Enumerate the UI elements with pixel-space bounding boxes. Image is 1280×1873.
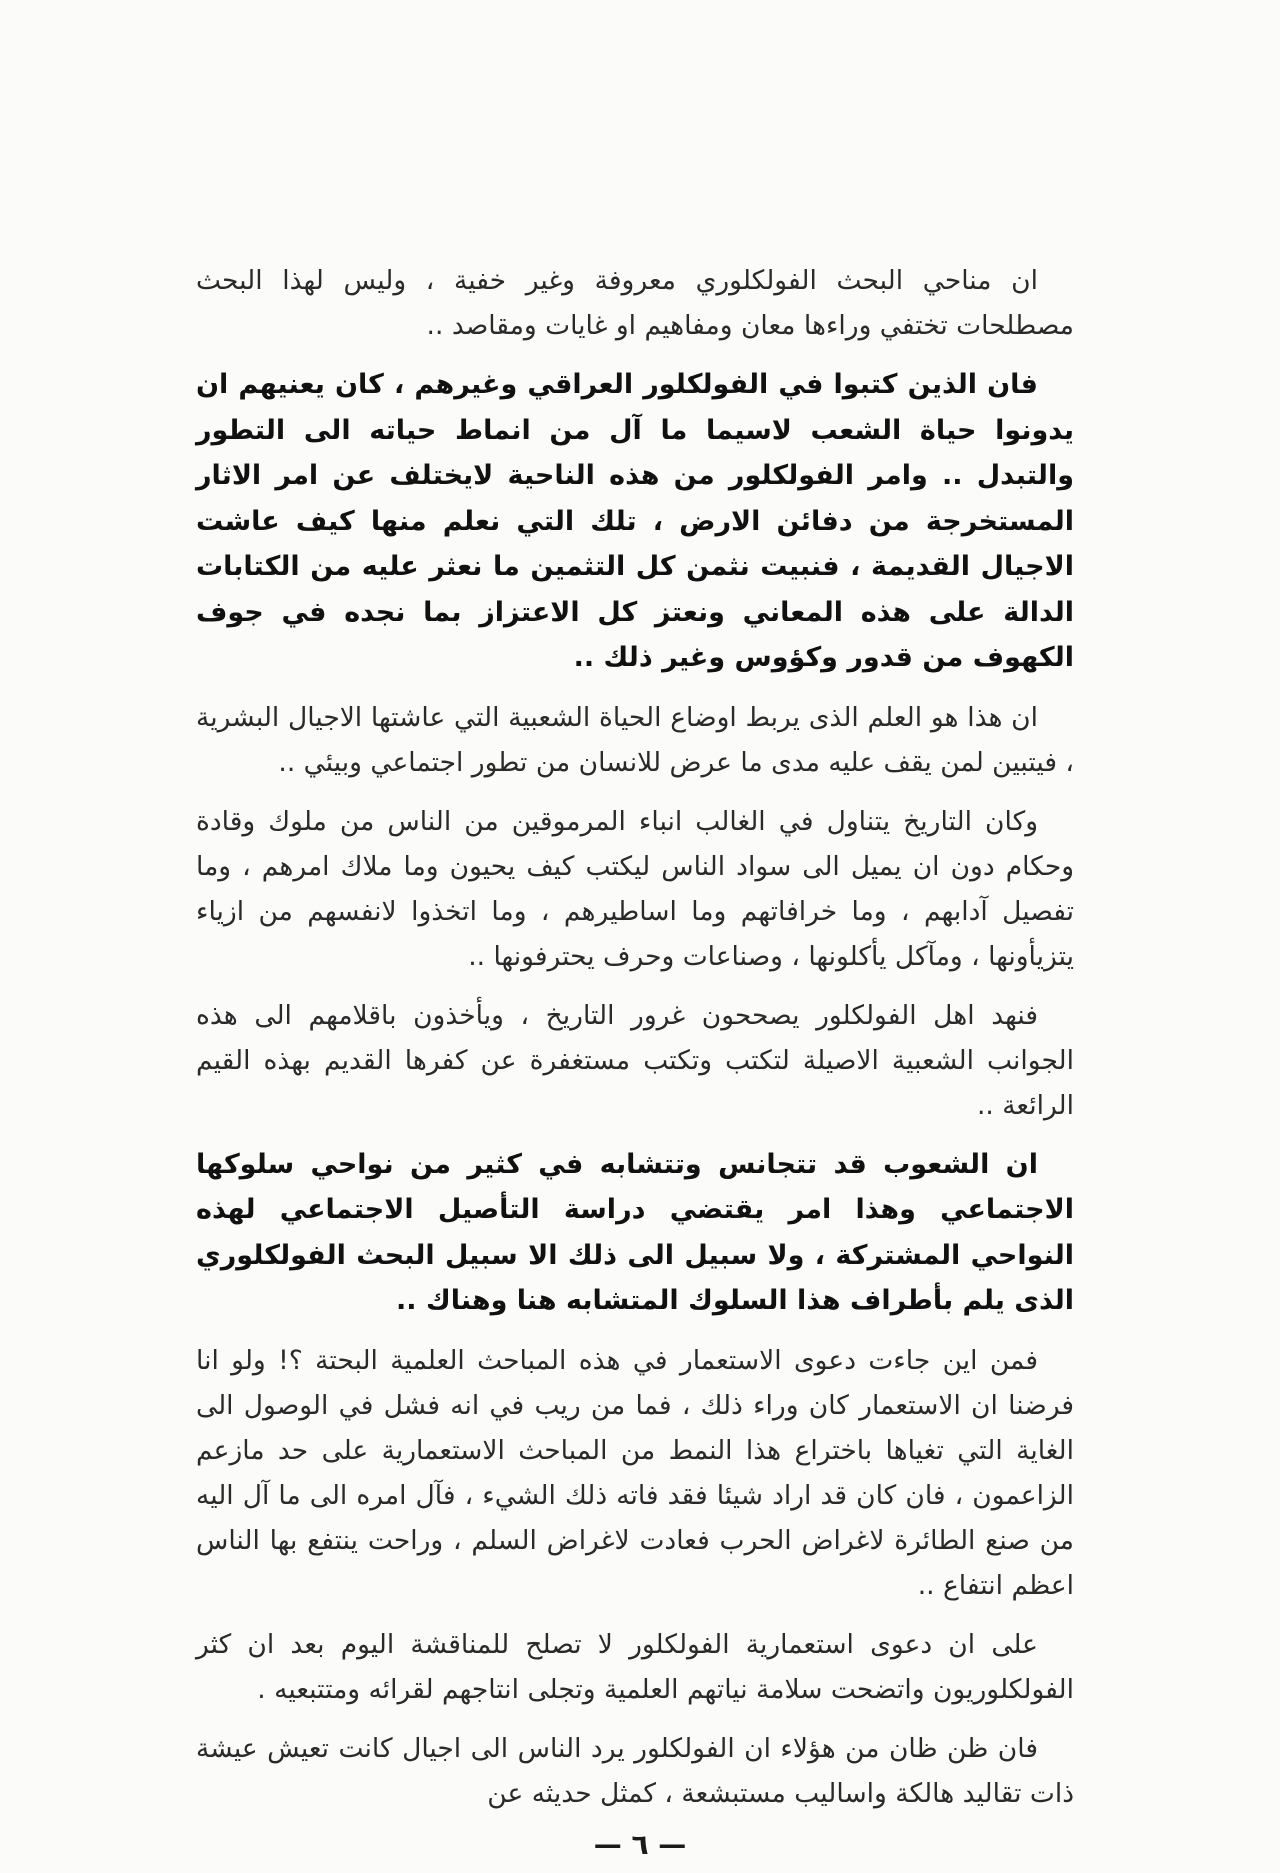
paragraph-8: على ان دعوى استعمارية الفولكلور لا تصلح للمناقشة اليوم بعد ان كثر الفولكلوريون واتضحت سلامة نياتهم العلمية وتجلى انتاجهم لقرائه ومتتبعيه . bbox=[196, 1628, 1074, 1705]
paragraph-9: فان ظن ظان من هؤلاء ان الفولكلور يرد الناس الى اجيال كانت تعيش عيشة ذات تقاليد هالكة واساليب مستبشعة ، كمثل حديثه عن bbox=[196, 1732, 1074, 1809]
page-number: — ٦ — bbox=[593, 1828, 687, 1861]
page-body-text bbox=[196, 258, 1074, 1830]
paragraph-5: فنهد اهل الفولكلور يصححون غرور التاريخ ، ويأخذون باقلامهم الى هذه الجوانب الشعبية الاصيلة لتكتب وتكتب مستغفرة عن كفرها القديم بهذه القيم الرائعة .. bbox=[196, 999, 1074, 1121]
paragraph-3: ان هذا هو العلم الذى يربط اوضاع الحياة الشعبية التي عاشتها الاجيال البشرية ، فيتبين لمن يقف عليه مدى ما عرض للانسان من تطور اجتماعي وبيئي .. bbox=[196, 701, 1074, 778]
paragraph-4: وكان التاريخ يتناول في الغالب انباء المرموقين من الناس من ملوك وقادة وحكام دون ان يميل الى سواد الناس ليكتب كيف يحيون وما ملاك امرهم ، وما تفصيل آدابهم ، وما خرافاتهم وما اساطيرهم ، وما اتخذوا لانفسهم من ازياء يتزيأونها ، ومآكل يأكلونها ، وصناعات وحرف يحترفونها .. bbox=[196, 805, 1074, 972]
paragraph-1: ان مناحي البحث الفولكلوري معروفة وغير خفية ، وليس لهذا البحث مصطلحات تختفي وراءها معان ومفاهيم او غايات ومقاصد .. bbox=[196, 265, 1074, 341]
paragraph-2-bold: فان الذين كتبوا في الفولكلور العراقي وغيرهم ، كان يعنيهم ان يدونوا حياة الشعب لاسيما ما آل من انماط حياته الى التطور والتبدل .. وامر الفولكلور من هذه الناحية لايختلف عن امر الاثار المستخرجة من دفائن الارض ، تلك التي نعلم منها كيف عاشت الاجيال القديمة ، فنبيت نثمن كل التثمين ما نعثر عليه من الكتابات الدالة على هذه المعاني ونعتز كل الاعتزاز بما نجده في جوف الكهوف من قدور وكؤوس وغير ذلك .. bbox=[196, 369, 1074, 673]
paragraph-6-bold: ان الشعوب قد تتجانس وتتشابه في كثير من نواحي سلوكها الاجتماعي وهذا امر يقتضي دراسة التأصيل الاجتماعي لهذه النواحي المشتركة ، ولا سبيل الى ذلك الا سبيل البحث الفولكلوري الذى يلم بأطراف هذا السلوك المتشابه هنا وهناك .. bbox=[196, 1148, 1074, 1316]
paragraph-7: فمن اين جاءت دعوى الاستعمار في هذه المباحث العلمية البحتة ؟! ولو انا فرضنا ان الاستعمار كان وراء ذلك ، فما من ريب في انه فشل في الوصول الى الغاية التي تغياها باختراع هذا النمط من المباحث الاستعمارية على حد مازعم الزاعمون ، فان كان قد اراد شيئا فقد فاته ذلك الشيء ، فآل امره الى ما آل اليه من صنع الطائرة لاغراض الحرب فعادت لاغراض السلم ، وراحت ينتفع بها الناس اعظم انتفاع .. bbox=[196, 1344, 1074, 1601]
